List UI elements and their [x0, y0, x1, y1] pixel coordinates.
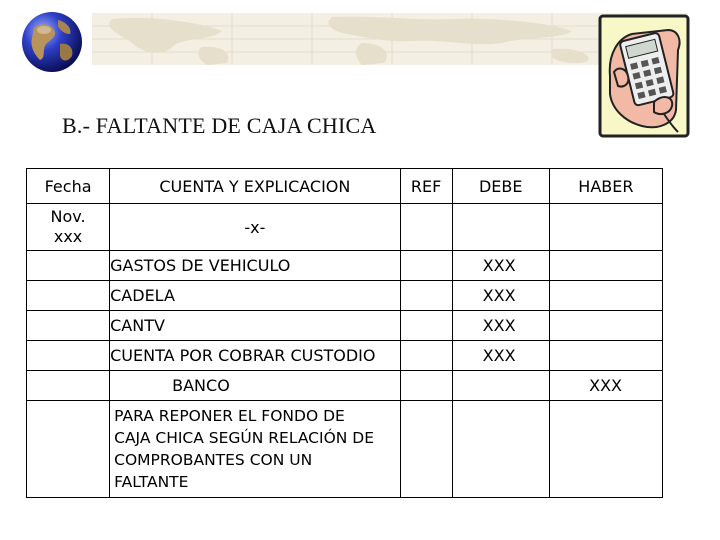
header-cuenta: CUENTA Y EXPLICACION	[110, 169, 400, 204]
table-row	[27, 251, 663, 281]
haber-cell	[549, 311, 662, 341]
haber-cell	[549, 281, 662, 311]
date-day: xxx	[53, 227, 83, 246]
haber-cell	[549, 341, 662, 371]
journal-entry-table	[26, 168, 663, 498]
table-header-row	[27, 169, 663, 204]
explanation-line: CAJA CHICA SEGÚN RELACIÓN DE	[114, 429, 375, 447]
table-row	[27, 401, 663, 498]
account-name: GASTOS DE VEHICULO	[110, 251, 400, 281]
ref-cell	[400, 371, 452, 401]
ref-cell	[400, 401, 452, 498]
debe-cell	[452, 371, 549, 401]
explanation-line: FALTANTE	[114, 473, 189, 491]
haber-cell	[549, 204, 662, 251]
ref-cell	[400, 281, 452, 311]
debe-cell	[452, 401, 549, 498]
credit-account-name: BANCO	[110, 371, 400, 401]
header-haber: HABER	[549, 169, 662, 204]
globe-icon	[20, 10, 84, 74]
entry-explanation	[110, 401, 400, 498]
debit-amount: XXX	[452, 251, 549, 281]
table-row	[27, 311, 663, 341]
calculator-hand-icon	[598, 14, 690, 138]
ref-cell	[400, 251, 452, 281]
fecha-cell	[27, 371, 110, 401]
entry-marker: -x-	[110, 204, 400, 251]
explanation-line: COMPROBANTES CON UN	[114, 451, 313, 469]
account-name: CADELA	[110, 281, 400, 311]
header-ref: REF	[400, 169, 452, 204]
haber-cell	[549, 251, 662, 281]
page-title: B.- FALTANTE DE CAJA CHICA	[62, 113, 377, 138]
ref-cell	[400, 341, 452, 371]
credit-amount: XXX	[549, 371, 662, 401]
date-month: Nov.	[50, 207, 86, 226]
fecha-cell	[27, 341, 110, 371]
debit-amount: XXX	[452, 311, 549, 341]
fecha-cell	[27, 281, 110, 311]
account-name: CUENTA POR COBRAR CUSTODIO	[110, 341, 400, 371]
ref-cell	[400, 311, 452, 341]
fecha-cell	[27, 401, 110, 498]
explanation-line: PARA REPONER EL FONDO DE	[114, 407, 345, 425]
account-name: CANTV	[110, 311, 400, 341]
debit-amount: XXX	[452, 281, 549, 311]
table-row	[27, 341, 663, 371]
table-row	[27, 281, 663, 311]
debit-amount: XXX	[452, 341, 549, 371]
header-fecha: Fecha	[27, 169, 110, 204]
debe-cell	[452, 204, 549, 251]
fecha-cell	[27, 251, 110, 281]
header-debe: DEBE	[452, 169, 549, 204]
fecha-cell	[27, 311, 110, 341]
date-cell	[27, 204, 110, 251]
ref-cell	[400, 204, 452, 251]
table-row	[27, 204, 663, 251]
table-row	[27, 371, 663, 401]
haber-cell	[549, 401, 662, 498]
